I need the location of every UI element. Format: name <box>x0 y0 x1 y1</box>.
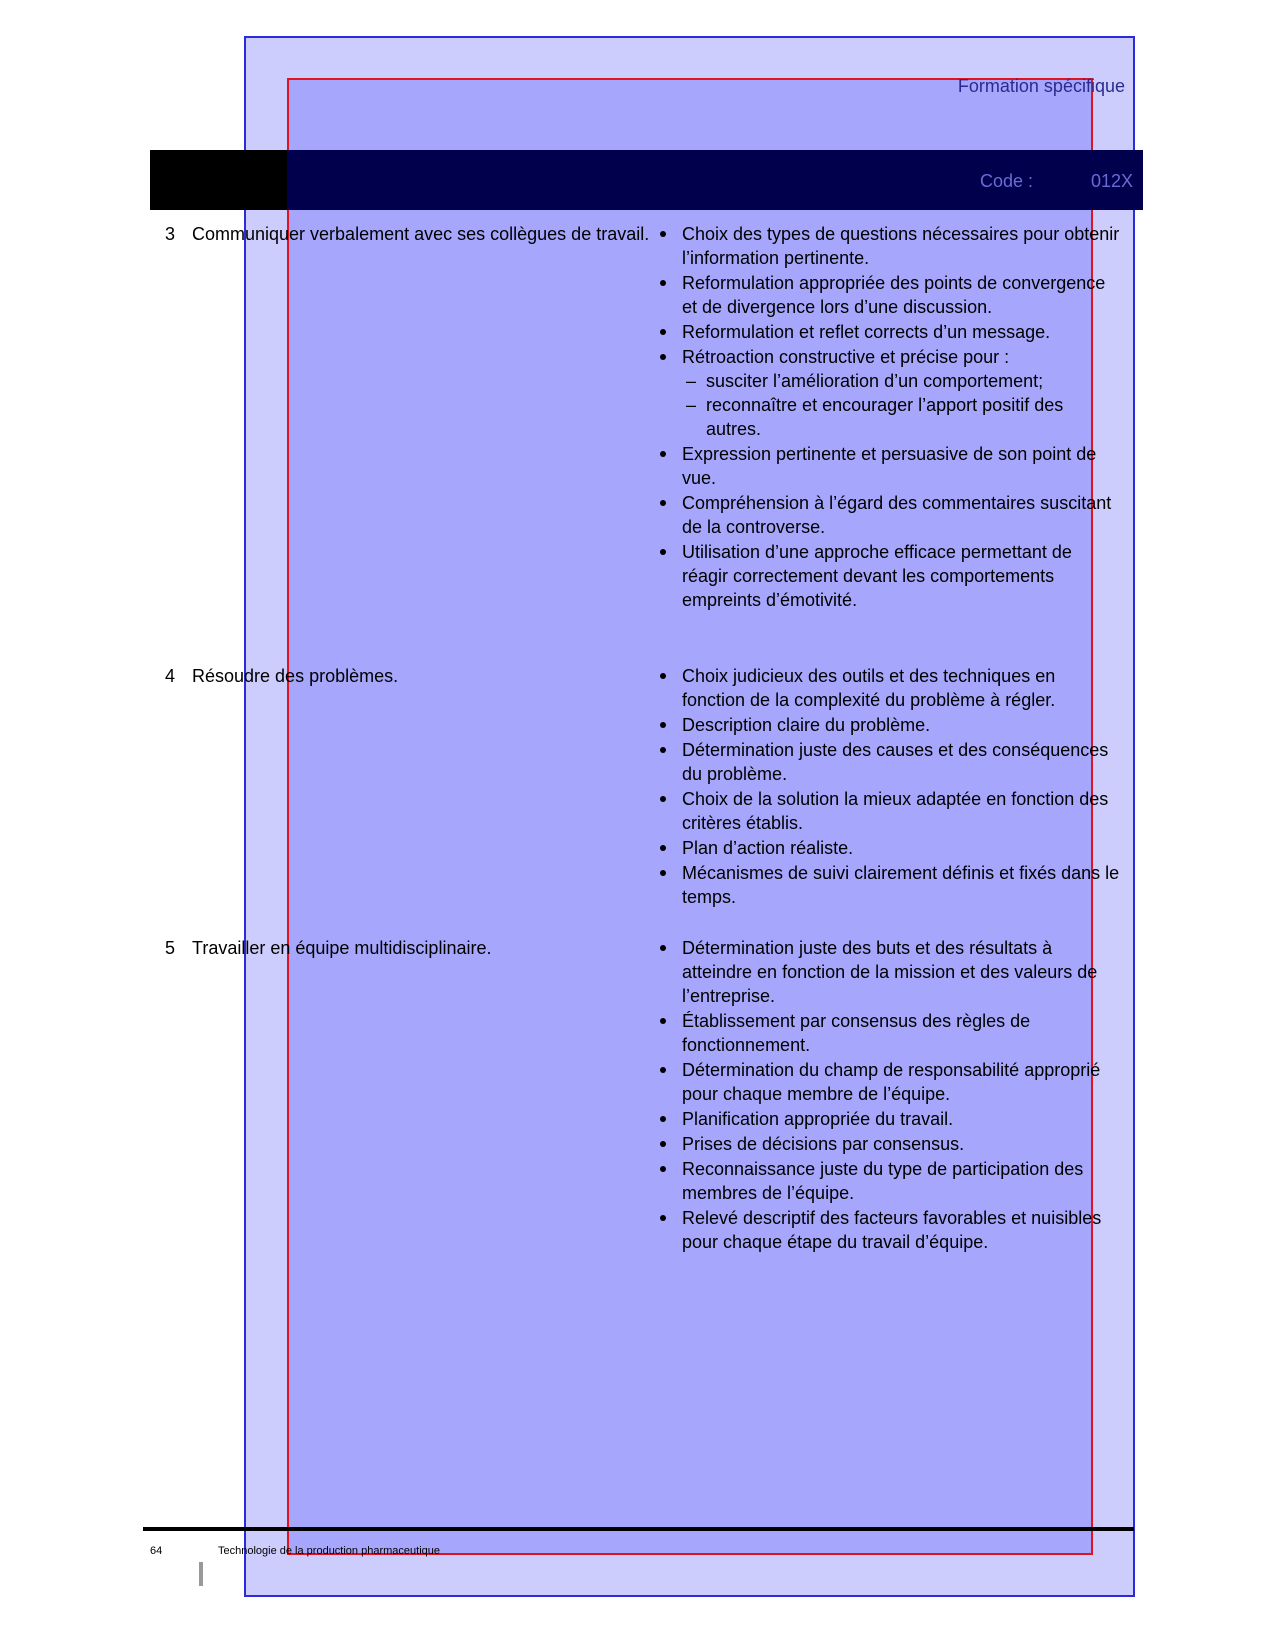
criterion-text: Rétroaction constructive et précise pour : <box>682 347 1010 367</box>
criterion-item: Utilisation d’une approche efficace permettant de réagir correctement devant les comportements empreints d’émotivité. <box>660 540 1121 612</box>
performance-criteria <box>660 222 1121 613</box>
element-title: Communiquer verbalement avec ses collègues de travail. <box>192 224 650 244</box>
code-label: Code : <box>980 171 1034 191</box>
element-title: Travailler en équipe multidisciplinaire. <box>192 938 492 958</box>
criterion-item: Mécanismes de suivi clairement définis et fixés dans le temps. <box>660 861 1121 909</box>
criterion-item: Reformulation et reflet corrects d’un message. <box>660 320 1121 344</box>
criterion-item: Détermination juste des buts et des résultats à atteindre en fonction de la mission et des valeurs de l’entreprise. <box>660 936 1121 1008</box>
competency-element <box>165 222 660 246</box>
running-header: Formation spécifique <box>957 76 1125 96</box>
element-number: 4 <box>165 666 176 686</box>
criterion-item: Relevé descriptif des facteurs favorables et nuisibles pour chaque étape du travail d’équipe. <box>660 1206 1121 1254</box>
element-number: 3 <box>165 224 176 244</box>
criterion-item: Expression pertinente et persuasive de son point de vue. <box>660 442 1121 490</box>
criterion-item: Compréhension à l’égard des commentaires suscitant de la controverse. <box>660 491 1121 539</box>
criterion-item: Détermination du champ de responsabilité approprié pour chaque membre de l’équipe. <box>660 1058 1121 1106</box>
criterion-item: Planification appropriée du travail. <box>660 1107 1121 1131</box>
page-number: 64 <box>150 1545 163 1557</box>
criterion-item: Choix de la solution la mieux adaptée en fonction des critères établis. <box>660 787 1121 835</box>
competency-element <box>165 936 660 960</box>
sub-criterion-item: – reconnaître et encourager l’apport positif des autres. <box>682 393 1121 441</box>
criterion-item: Description claire du problème. <box>660 713 1121 737</box>
footer-document-title: Technologie de la production pharmaceutique <box>218 1545 440 1557</box>
margin-mark <box>199 1562 203 1586</box>
element-number: 5 <box>165 938 176 958</box>
criterion-item-with-subitems <box>660 345 1121 441</box>
competency-element <box>165 664 660 688</box>
criterion-item: Choix judicieux des outils et des techniques en fonction de la complexité du problème à régler. <box>660 664 1121 712</box>
criterion-item: Prises de décisions par consensus. <box>660 1132 1121 1156</box>
criterion-item: Plan d’action réaliste. <box>660 836 1121 860</box>
code-value: 012X <box>1090 171 1133 191</box>
performance-criteria <box>660 664 1121 910</box>
criterion-item: Reformulation appropriée des points de convergence et de divergence lors d’une discussion. <box>660 271 1121 319</box>
criterion-item: Établissement par consensus des règles de fonctionnement. <box>660 1009 1121 1057</box>
footer-rule <box>143 1527 1134 1531</box>
criterion-item: Détermination juste des causes et des conséquences du problème. <box>660 738 1121 786</box>
performance-criteria <box>660 936 1121 1255</box>
criterion-item: Reconnaissance juste du type de participation des membres de l’équipe. <box>660 1157 1121 1205</box>
criterion-item: Choix des types de questions nécessaires pour obtenir l’information pertinente. <box>660 222 1121 270</box>
element-title: Résoudre des problèmes. <box>192 666 399 686</box>
sub-criterion-item: – susciter l’amélioration d’un comportement; <box>682 369 1121 393</box>
